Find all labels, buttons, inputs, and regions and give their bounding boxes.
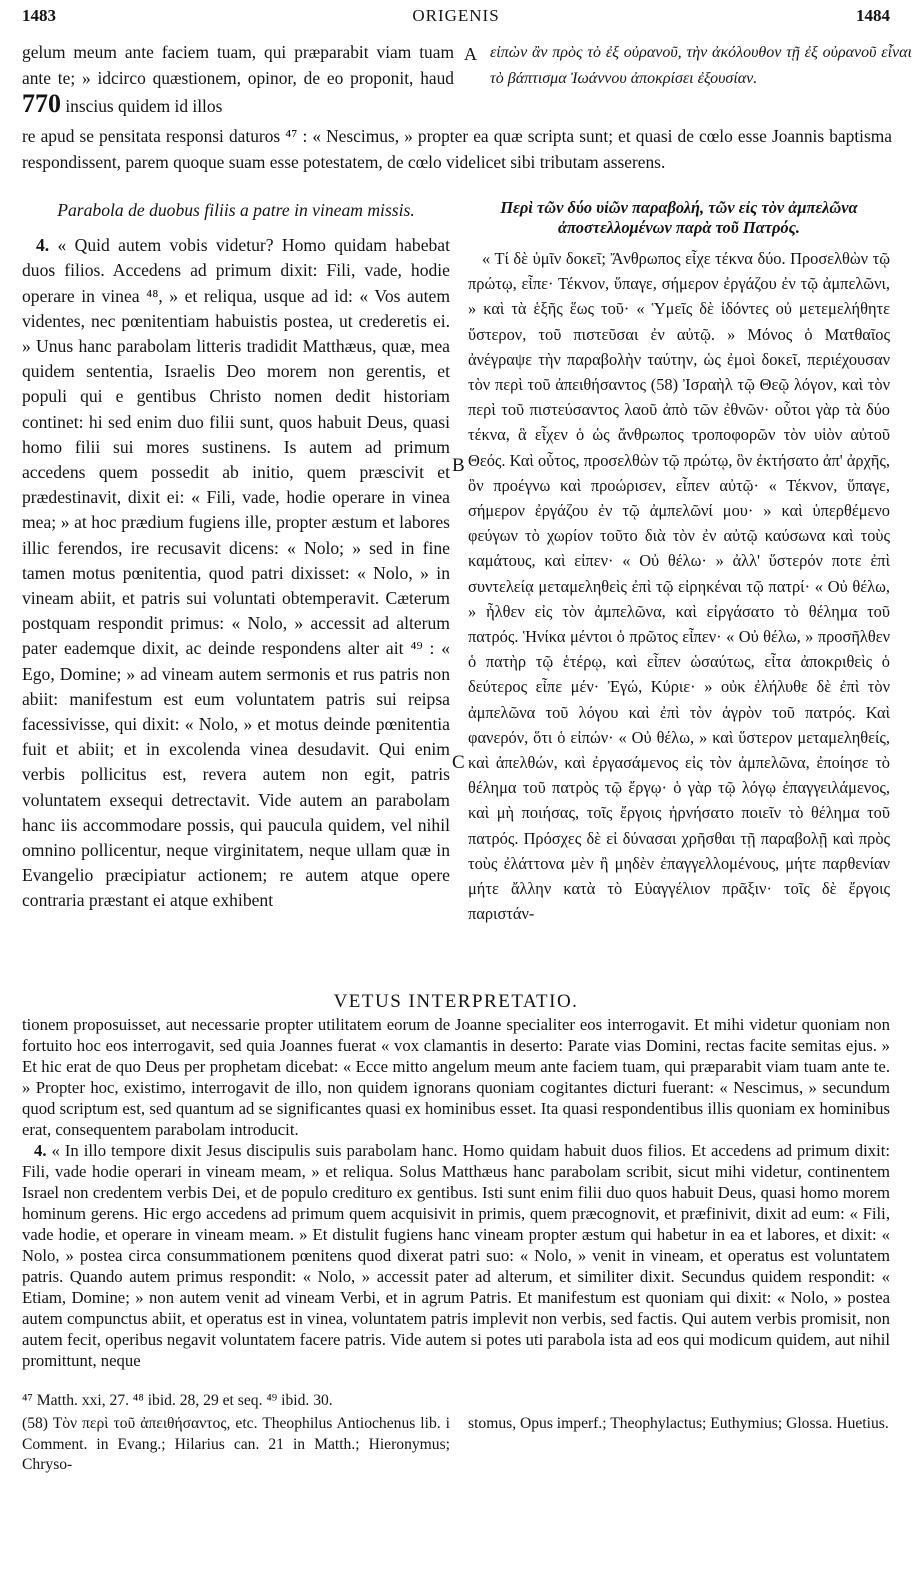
greek-section-text: « Τί δὲ ὑμῖν δοκεῖ; Ἄνθρωπος εἶχε τέκνα δύο. Προσελθὼν τῷ πρώτῳ, εἶπε· Τέκνον, ὕπαγε, σήμερον ἐργάζου ἐν τῷ ἀμπελῶνι, » καὶ τὰ ἑξῆς ἕως τοῦ· « Ὑμεῖς δὲ ἰδόντες οὐ μετεμελήθητε ὕστερον, τοῦ πιστεῦσαι ἐν αὐτῷ. » Μόνος ὁ Ματθαῖος ἀνέγραψε τὴν παραβολὴν ταύτην, ὡς ἐμοὶ δοκεῖ, περιέχουσαν τὸν περὶ τοῦ ἀπειθήσαντος (58) Ἰσραὴλ τῷ Θεῷ λόγον, καὶ τὸν περὶ τοῦ πιστεύσαντος λαοῦ ἀπὸ τῶν ἐθνῶν· οὗτοι γὰρ τὰ δύο τέκνα, ἃ εἶχεν ὁ ὡς ἄνθρωπος τροποφορῶν τὸν υἱὸν αὐτοῦ Θεός. Καὶ οὗτος, προσελθὼν τῷ πρώτῳ, ὃν ἐκτήσατο ἀπ' ἀρχῆς, ὃν προέγνω καὶ προώρισεν, εἶπεν αὐτῷ· « Τέκνον, ὕπαγε, σήμερον ἐργάζου ἐν τῷ ἀμπελῶνί μου· » καὶ ὑπερθέμενο φεύγων τὸ χωρίον τοῦτο διὰ τὸν ἐν αὐτῷ καύσωνα καὶ τοὺς καμάτους, καὶ εἰπεν· « Οὐ θέλω· » ἀλλ' ὕστερόν ποτε ἐπὶ συντελείᾳ μεταμεληθεὶς ἐπὶ τῷ εἰρηκέναι τῷ πατρί· « Οὐ θέλω, » ἦλθεν εἰς τὸν ἀμπελῶνα, καὶ εἰργάσατο τὸ θέλημα τοῦ πατρός. Ἡνίκα μέντοι ὁ πρῶτος εἶπεν· « Οὐ θέλω, » προσῆλθεν ὁ πατὴρ τῷ ἑτέρῳ, καὶ εἶπεν ὡσαύτως, εἶτα ἀποκριθεὶς ὁ δεύτερος εἶπε μέν· Ἐγώ, Κύριε· » οὐκ ἐλήλυθε δὲ ἐπὶ τὸν ἀμπελῶνα τοῦ λόγου καὶ ἐπὶ τὸν ἀγρὸν τοῦ πατρός. Καὶ φανερόν, ὅτι ὁ εἰπών· « Οὐ θέλω, » καὶ ὕστερον μεταμεληθείς, καὶ ἀπελθών, καὶ ἐργασάμενος εἰς τὸν ἀμπελῶνα, ἐποίησε τὸ θέλημα τοῦ πατρὸς τῷ ἔργῳ· ὁ γὰρ τῷ λόγῳ ἐπαγγειλάμενος, καὶ μὴ ποιήσας, τοῖς ἔργοις ἠρνήσατο ποιεῖν τὸ θέλημα τοῦ πατρός. Πρόσχες δὲ εἰ δύνασαι χρῆσθαι τῇ παραβολῇ καὶ πρὸς τοὺς ἐλάττονα μὲν ἢ μηδὲν ἐπαγγελλομένους, μήτε παρθενίαν μήτε ἄλλην κατὰ τὸ Εὐαγγέλιον πρᾶξιν· τοῖς δὲ ἔργοις παριστάν- bbox=[468, 249, 890, 924]
vetus-interpretatio-title: VETUS INTERPRETATIO. bbox=[333, 991, 579, 1012]
latin-column bbox=[22, 198, 450, 914]
greek-continuation: εἰπὼν ἂν πρὸς τὸ ἐξ οὐρανοῦ, τὴν ἀκόλουθον τῇ ἐξ οὐρανοῦ εἶναι τὸ βάπτισμα Ἰωάννου ἀποκρίσει ἐξουσίαν. bbox=[490, 44, 912, 87]
page-number-right: 1484 bbox=[856, 6, 890, 25]
note-58-right: stomus, Opus imperf.; Theophylactus; Euthymius; Glossa. Huetius. bbox=[468, 1415, 889, 1432]
margin-letter-c: C bbox=[452, 752, 465, 773]
page-header bbox=[22, 6, 890, 32]
full-width-continuation: re apud se pensitata responsi daturos ⁴⁷ : « Nescimus, » propter ea quæ scripta sunt; et quasi de cœlo esse Joannis baptisma respondissent, parem quoque suam esse potestatem, de cœlo videlicet sibi tributam asserens. bbox=[22, 126, 892, 172]
vetus-section-number: 4. bbox=[34, 1141, 47, 1160]
margin-letter-a: A bbox=[464, 44, 477, 64]
latin-continuation-tail: inscius quidem id illos bbox=[61, 96, 223, 117]
latin-section-number: 4. bbox=[36, 235, 50, 256]
vetus-interpretatio-text bbox=[22, 1014, 890, 1371]
vetus-paragraph-2-text: « In illo tempore dixit Jesus discipulis suis parabolam hanc. Homo quidam habuit duos filios. Et accedens ad primum dixit: Fili, vade hodie operari in vineam meam, » et reliqua. Solus Matthæus hanc parabolam scribit, sicut mihi videtur, continentem Israel non credentem verbis Dei, et de populo credituro ex gentibus. Isti sunt enim filii duo quos habuit Deus, quasi homo morem hominum gerens. Hic ergo accedens ad primum quem acquisivit in primis, quem præcognovit, et præfinivit, dixit ad eum: « Fili, vade hodie, et operare in vineam meam. » Et distulit fugiens hanc vineam propter æstum qui habetur in ea et labores, et dixit: « Nolo, » postea circa consummationem pœnitens quod dixerat patri suo: « Nolo, » venit in vineam, et operatus est voluntatem patris. Quando autem primus respondit: « Nolo, » accessit pater ad alterum, et similiter dixit. Secundus quidem respondit: « Etiam, Domine; » non autem venit ad vineam Verbi, et in agrum Patris. Et manifestum est quoniam qui dixit: « Nolo, » postea autem compunctus abiit, et operatus est in vinea, voluntatem patris implevit non verbis, sed factis. Qui autem verbis promisit, non autem fecit, operibus negavit voluntatem facere patris. Vide autem si potes uti parabola ista ad eos qui modicum quidem, aut nihil promittunt, neque bbox=[22, 1141, 890, 1370]
vetus-paragraph-2 bbox=[22, 1140, 890, 1371]
scripture-references: ⁴⁷ Matth. xxi, 27. ⁴⁸ ibid. 28, 29 et seq. ⁴⁹ ibid. 30. bbox=[22, 1392, 333, 1409]
page-marker-770: 770 bbox=[22, 89, 61, 119]
note-58-left: (58) Τὸν περὶ τοῦ ἀπειθήσαντος, etc. Theophilus Antiochenus lib. i Comment. in Evang.; Hilarius can. 21 in Matth.; Hieronymus; Chryso- bbox=[22, 1415, 450, 1473]
vetus-paragraph-1: tionem proposuisset, aut necessarie propter utilitatem eorum de Joanne specialiter eos interrogavit. Et mihi videtur quoniam non fortuito hoc eos interrogavit, sed quia Joannes fuerat « vox clamantis in deserto: Parate vias Domini, rectas facite semitas ejus. » Et hic erat de quo Deus per prophetam dicebat: « Ecce mitto angelum meum ante faciem tuam, qui præparabit viam tuam ante te. » Propter hoc, existimo, interrogavit de illo, non quidem ignorans quoniam cogitantes dicturi fuerant: « Nescimus, » secundum quod scriptum est, sed quantum ad se significantes quasi ex hominibus esset. Ita quasi respondentibus illis quoniam ex hominibus erat, consequentem parabolam introducit. bbox=[22, 1015, 890, 1139]
latin-continuation bbox=[22, 40, 454, 120]
margin-letter-b: B bbox=[452, 455, 465, 476]
latin-continuation-text: gelum meum ante faciem tuam, qui præparabit viam tuam ante te; » idcirco quæstionem, opinor, de eo proponit, haud bbox=[22, 42, 454, 88]
page-number-left: 1483 bbox=[22, 6, 56, 25]
greek-column bbox=[468, 198, 890, 926]
latin-section-body bbox=[22, 233, 450, 913]
footnotes bbox=[22, 1391, 890, 1473]
greek-section-title: Περὶ τῶν δύο υἱῶν παραβολή, τῶν εἰς τὸν ἀμπελῶνα ἀποστελλομένων παρὰ τοῦ Πατρός. bbox=[500, 198, 858, 237]
latin-section-text: « Quid autem vobis videtur? Homo quidam habebat duos filios. Accedens ad primum dixit: Fili, vade, hodie operare in vinea ⁴⁸, » et reliqua, usque ad id: « Vos autem videntes, nec pœnitentiam habuistis postea, ut crederetis ei. » Unus hanc parabolam litteris tradidit Matthæus, quæ, mea quidem sententia, Israelis Deo morem non gerentis, et populi qui e gentibus Christo nomen dedit historiam continet: hi sed enim duo filii sunt, quos habuit Deus, quasi homo filii sui mores sustinens. Is autem ad primum accedens quem possedit ab initio, quem præscivit et prædestinavit, dixit ei: « Fili, vade, hodie operare in vinea mea; » at hoc prædium fugiens ille, propter æstum et labores illic ferendos, ire recusavit dicens: « Nolo; » sed in fine tamen motus pœnitentia, quod patri dixisset: « Nolo, » in vineam abiit, et patris sui voluntati obtemperavit. Cæterum postquam respondit primus: « Nolo, » accessit ad alterum pater eademque dixit, ac deinde respondens alter ait ⁴⁹ : « Ego, Domine; » ad vineam autem sermonis et rus patris non abiit: manifestum est eum voluntatem patris sui reipsa facessivisse, qui dixit: « Nolo, » et motus deinde pœnitentia fuit et abiit; et in excolenda vinea desudavit. Qui enim verbis pollicitus est, revera autem non egit, patris voluntatem exsequi detrectavit. Vide autem an parabolam hanc iis accommodare possis, qui paucula quidem, vel nihil omnino pollicentur, neque virginitatem, neque ullam quæ in Evangelio præcipiatur actionem; re autem atque opere contraria præstant ei atque exhibent bbox=[22, 235, 450, 911]
running-title: ORIGENIS bbox=[412, 6, 500, 25]
latin-section-title: Parabola de duobus filiis a patre in vineam missis. bbox=[57, 200, 415, 220]
